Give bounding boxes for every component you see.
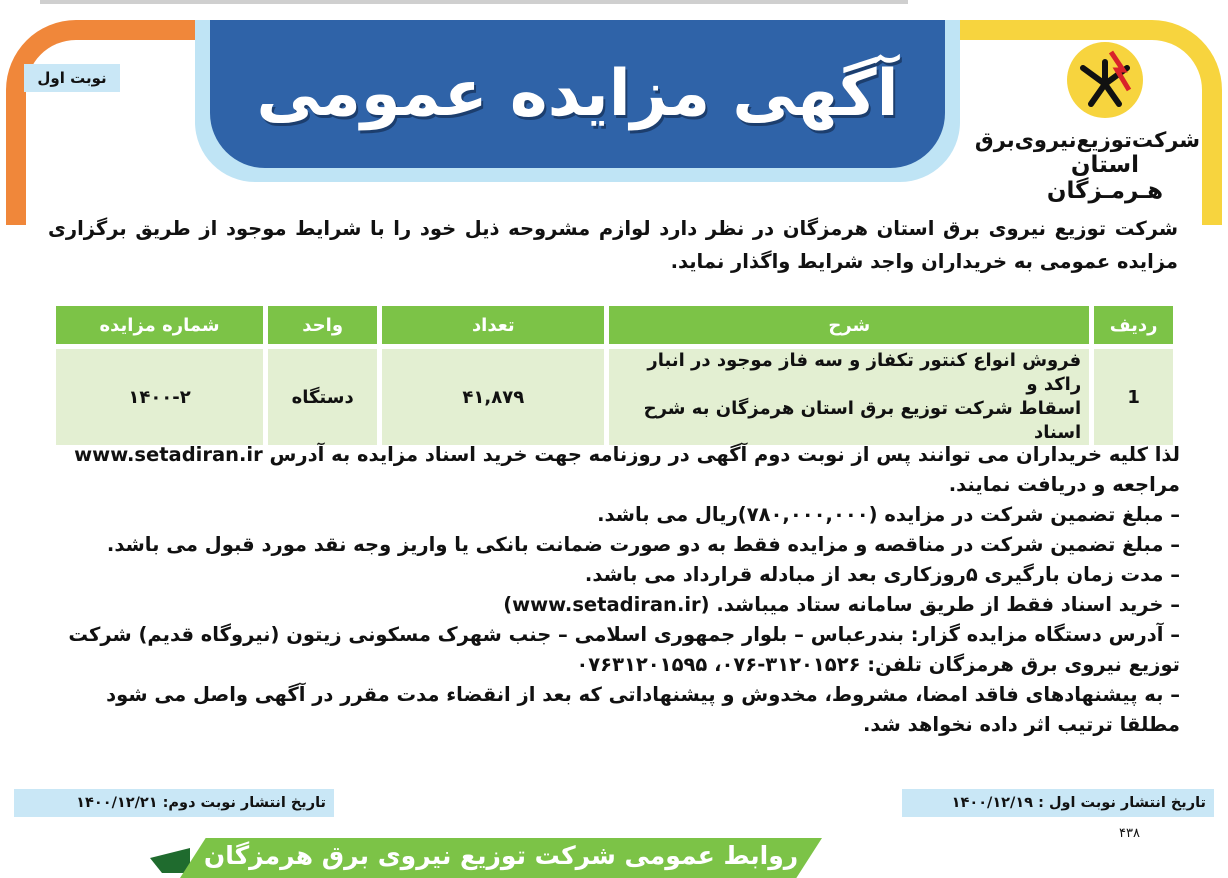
table-header-row [56,306,1173,344]
header-description: شرح [609,306,1089,344]
items-table [51,301,1178,450]
condition-loading-time: – مدت زمان بارگیری ۵روزکاری بعد از مبادله قرارداد می باشد. [584,563,1180,586]
description-line-2: اسقاط شرکت توزیع برق استان هرمزگان به شرح اسناد [643,398,1082,443]
cell-description [609,349,1089,445]
condition-guarantee-type: – مبلغ تضمین شرکت در مناقصه و مزایده فقط به دو صورت ضمانت بانکی یا واریز وجه نقد مورد قبول می باشد. [106,533,1180,556]
intro-paragraph: شرکت توزیع نیروی برق استان هرمزگان در نظر دارد لوازم مشروحه ذیل خود را با شرایط موجود از طریق برگزاری مزایده عمومی به خریداران واجد شرایط واگذار نماید. [48,217,1178,273]
cell-quantity: ۴۱,۸۷۹ [382,349,604,445]
table-row [56,349,1173,445]
public-relations-signature: روابط عمومی شرکت توزیع نیروی برق هرمزگان [203,841,799,870]
logo-province-name: استان هـرمـزگان [1046,152,1164,204]
header-unit: واحد [268,306,377,344]
condition-guarantee-amount: – مبلغ تضمین شرکت در مزایده (۷۸۰,۰۰۰,۰۰۰)ریال می باشد. [597,503,1180,526]
condition-invalid-bids: – به پیشنهادهای فاقد امضا، مشروط، مخدوش و پیشنهاداتی که بعد از انقضاء مدت مقرر در آگهی واصل می شود مطلقا ترتیب اثر داده نخواهد شد. [106,683,1180,736]
description-line-1: فروش انواع کنتور تکفاز و سه فاز موجود در انبار راکد و [647,350,1082,395]
cell-auction-number: ۱۴۰۰-۲ [56,349,263,445]
conditions-text [48,440,1180,740]
condition-address: – آدرس دستگاه مزایده گزار: بندرعباس – بلوار جمهوری اسلامی – جنب شهرک مسکونی زیتون (نیروگاه قدیم) شرکت توزیع نیروی برق هرمزگان تلفن: ۳۱۲۰۱۵۲۶-۰۷۶، ۰۷۶۳۱۲۰۱۵۹۵ [68,623,1180,676]
top-rule [40,0,908,4]
first-publication-date: تاریخ انتشار نوبت اول : ۱۴۰۰/۱۲/۱۹ [902,789,1214,817]
company-logo [974,40,1200,204]
cell-unit: دستگاه [268,349,377,445]
header-quantity: تعداد [382,306,604,344]
purchase-instructions: لذا کلیه خریداران می توانند پس از نوبت دوم آگهی در روزنامه جهت خرید اسناد مزایده به آدرس www.setadiran.ir مراجعه و دریافت نمایند. [74,443,1180,496]
second-publication-date: تاریخ انتشار نوبت دوم: ۱۴۰۰/۱۲/۲۱ [14,789,334,817]
power-tower-logo-icon [1065,40,1145,120]
logo-company-name: شرکت‌توزیع‌نیروی‌برق [974,128,1200,152]
condition-documents-purchase: – خرید اسناد فقط از طریق سامانه ستاد میباشد. (www.setadiran.ir) [503,593,1180,616]
header-row-number: ردیف [1094,306,1173,344]
cell-row-number: 1 [1094,349,1173,445]
page-title: آگهی مزایده عمومی [256,57,899,131]
ad-code: ۴۳۸ [1119,826,1140,841]
title-banner [210,20,945,168]
header-auction-number: شماره مزایده [56,306,263,344]
edition-badge: نوبت اول [24,64,120,92]
